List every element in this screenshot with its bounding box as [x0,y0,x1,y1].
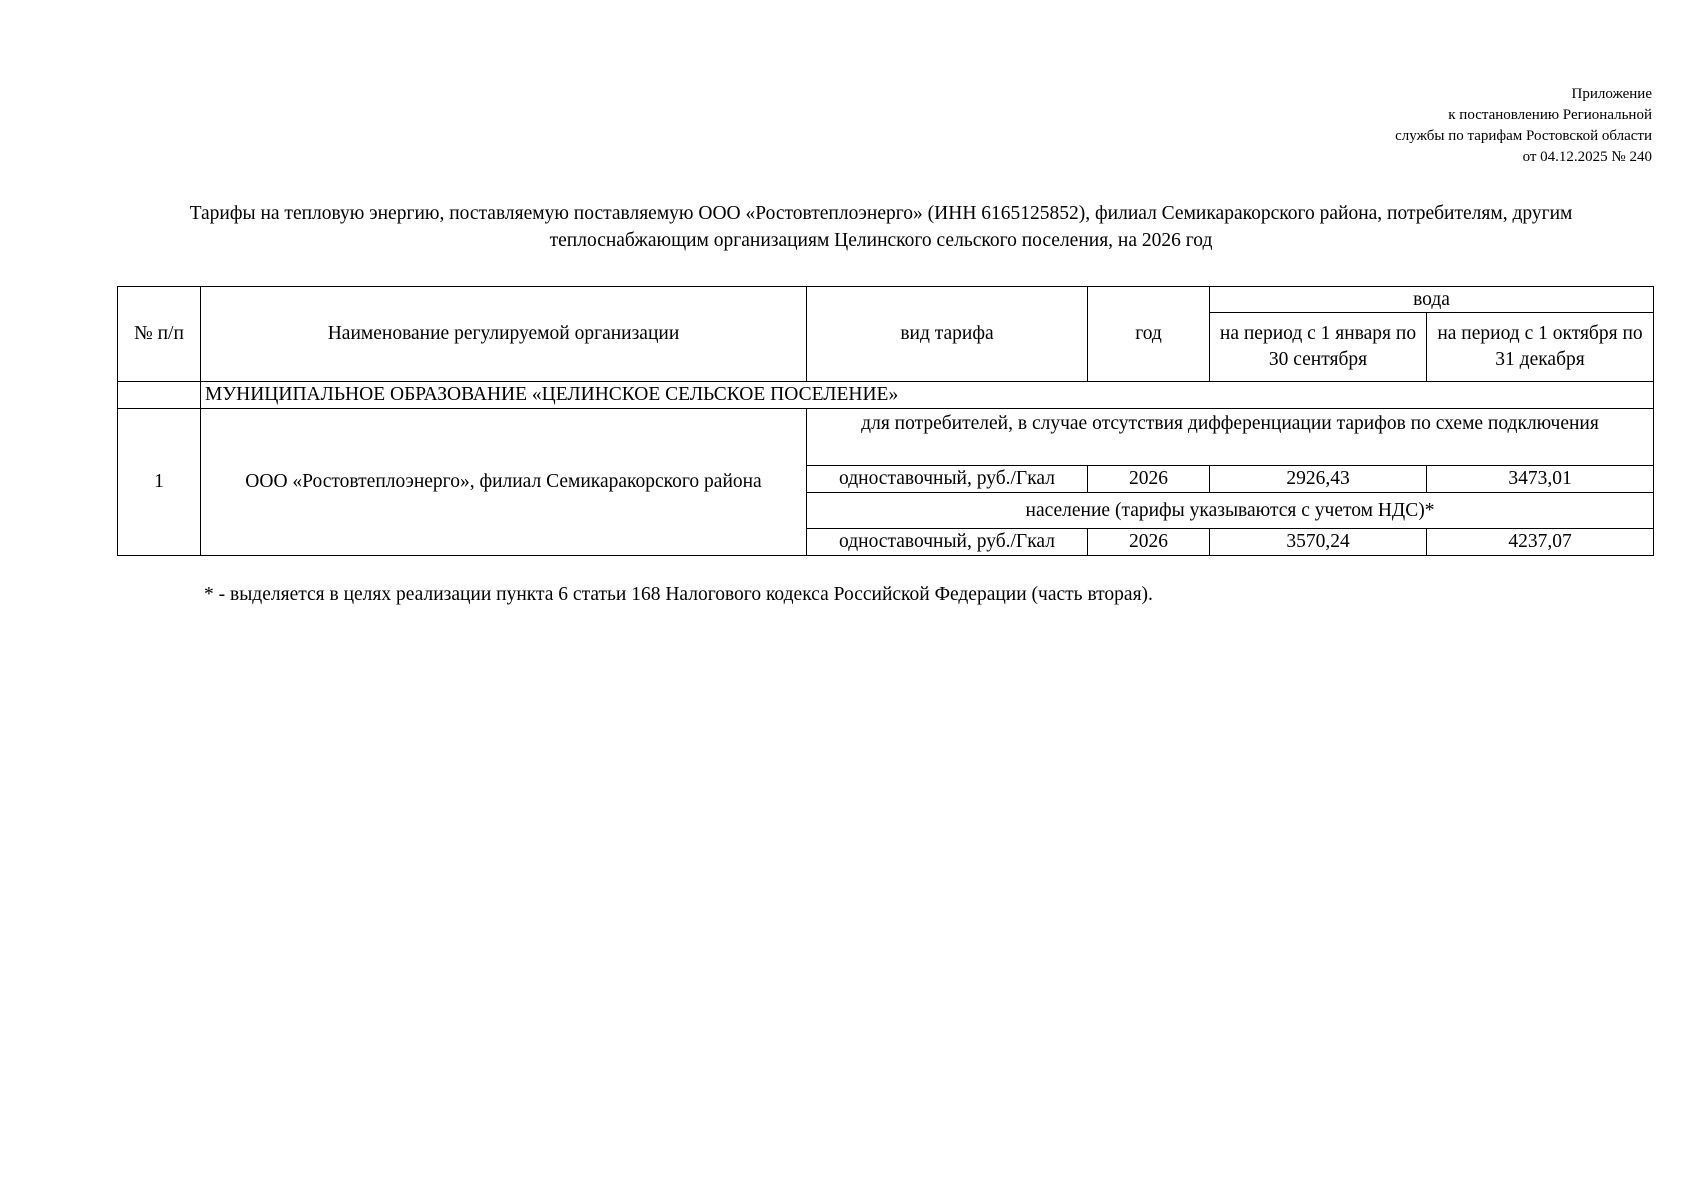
population-label: население (тарифы указываются с учетом НДС)* [807,493,1654,529]
row-org-name: ООО «Ростовтеплоэнерго», филиал Семикаракорского района [201,409,807,556]
header-row-top [118,287,1654,313]
section-num-cell [118,382,201,409]
population-period-2-value: 4237,07 [1427,529,1654,556]
section-row [118,382,1654,409]
consumers-tariff-type: одноставочный, руб./Гкал [807,466,1088,493]
header-period-2: на период с 1 октября по 31 декабря [1427,313,1654,382]
header-water: вода [1210,287,1654,313]
header-org-name: Наименование регулируемой организации [201,287,807,382]
consumers-label-row [118,409,1654,466]
population-year: 2026 [1088,529,1210,556]
appendix-line-2: к постановлению Региональной [1448,107,1652,123]
consumers-period-2-value: 3473,01 [1427,466,1654,493]
tariff-table [117,286,1654,556]
appendix-line-3: службы по тарифам Ростовской области [1395,128,1652,144]
header-tariff-type: вид тарифа [807,287,1088,382]
appendix-line-4: от 04.12.2025 № 240 [1522,149,1652,165]
title-line-2: теплоснабжающим организациям Целинского сельского поселения, на 2026 год [549,230,1213,251]
row-num: 1 [118,409,201,556]
consumers-period-1-value: 2926,43 [1210,466,1427,493]
consumers-year: 2026 [1088,466,1210,493]
title-line-1: Тарифы на тепловую энергию, поставляемую поставляемую ООО «Ростовтеплоэнерго» (ИНН 6165125852), филиал Семикаракорского района, потребителям, другим [189,203,1573,224]
document-title [110,200,1652,254]
consumers-label: для потребителей, в случае отсутствия дифференциации тарифов по схеме подключения [807,409,1654,466]
population-period-1-value: 3570,24 [1210,529,1427,556]
appendix-header [1395,84,1652,168]
population-tariff-type: одноставочный, руб./Гкал [807,529,1088,556]
header-num: № п/п [118,287,201,382]
footnote: * - выделяется в целях реализации пункта 6 статьи 168 Налогового кодекса Российской Федерации (часть вторая). [204,584,1153,605]
appendix-line-1: Приложение [1571,86,1652,102]
header-year: год [1088,287,1210,382]
section-title: МУНИЦИПАЛЬНОЕ ОБРАЗОВАНИЕ «ЦЕЛИНСКОЕ СЕЛЬСКОЕ ПОСЕЛЕНИЕ» [201,382,1654,409]
header-period-1: на период с 1 января по 30 сентября [1210,313,1427,382]
